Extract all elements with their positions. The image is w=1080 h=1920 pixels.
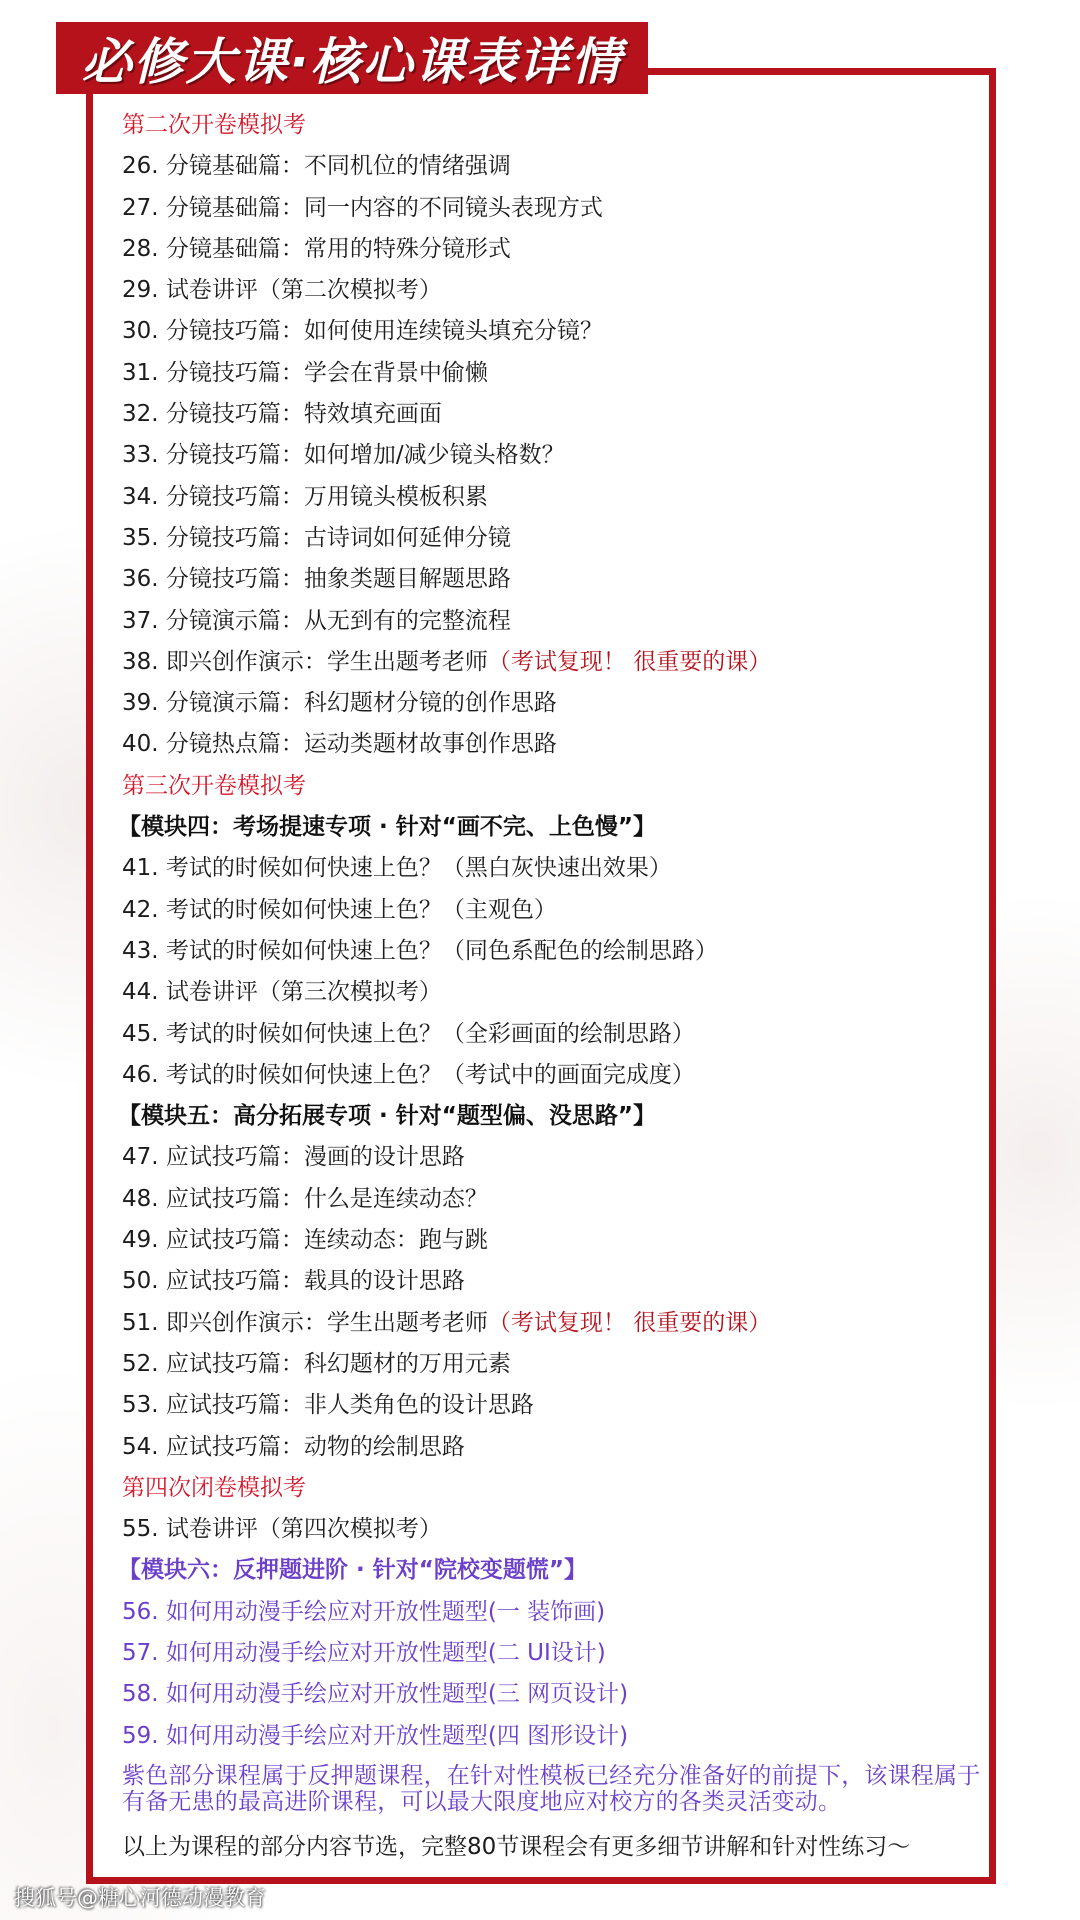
list-item-text: 36. 分镜技巧篇：抽象类题目解题思路 [122, 566, 511, 593]
summary-text: 以上为课程的部分内容节选，完整80节课程会有更多细节讲解和针对性练习～ [122, 1833, 911, 1860]
list-item-text: 35. 分镜技巧篇：古诗词如何延伸分镜 [122, 524, 511, 551]
list-item [122, 724, 982, 765]
module-heading-text: 【模块五：高分拓展专项 · 针对“题型偏、没思路”】 [118, 1103, 656, 1130]
list-item-text: 26. 分镜基础篇：不同机位的情绪强调 [122, 153, 511, 180]
list-item [122, 477, 982, 518]
list-item [122, 642, 982, 683]
list-item-text: 37. 分镜演示篇：从无到有的完整流程 [122, 607, 511, 634]
list-item [122, 146, 982, 187]
section-heading [122, 105, 982, 146]
list-item-text: 56. 如何用动漫手绘应对开放性题型(一 装饰画) [122, 1598, 606, 1625]
list-item-text: 50. 应试技巧篇：载具的设计思路 [122, 1268, 465, 1295]
watermark: 搜狐号@糖心河德动漫教育 [14, 1886, 266, 1910]
list-item-text: 32. 分镜技巧篇：特效填充画面 [122, 401, 442, 428]
list-item-text: 55. 试卷讲评（第四次模拟考） [122, 1516, 442, 1543]
list-item [122, 1220, 982, 1261]
list-item [122, 229, 982, 270]
list-item-text: 34. 分镜技巧篇：万用镜头模板积累 [122, 483, 488, 510]
list-item-text: 44. 试卷讲评（第三次模拟考） [122, 979, 442, 1006]
list-item [122, 1385, 982, 1426]
section-heading-text: 第三次开卷模拟考 [122, 772, 306, 799]
list-item-text: 43. 考试的时候如何快速上色？（同色系配色的绘制思路） [122, 937, 718, 964]
list-item [122, 188, 982, 229]
list-item [122, 683, 982, 724]
list-item [122, 1137, 982, 1178]
list-item [122, 1716, 982, 1757]
list-item-text: 52. 应试技巧篇：科幻题材的万用元素 [122, 1350, 511, 1377]
list-item-text: 59. 如何用动漫手绘应对开放性题型(四 图形设计) [122, 1722, 629, 1749]
module-heading [118, 1096, 982, 1137]
important-note: （考试复现！ 很重要的课） [487, 1309, 772, 1336]
list-item [122, 1509, 982, 1550]
section-heading [122, 1468, 982, 1509]
list-item [122, 1055, 982, 1096]
list-item-text: 40. 分镜热点篇：运动类题材故事创作思路 [122, 731, 557, 758]
list-item-text: 39. 分镜演示篇：科幻题材分镜的创作思路 [122, 690, 557, 717]
course-list [118, 105, 982, 1867]
list-item-text: 33. 分镜技巧篇：如何增加/减少镜头格数？ [122, 442, 565, 469]
list-item [122, 1261, 982, 1302]
list-item [122, 1014, 982, 1055]
list-item-text: 48. 应试技巧篇：什么是连续动态？ [122, 1185, 488, 1212]
list-item [122, 1592, 982, 1633]
list-item [122, 972, 982, 1013]
list-item [122, 311, 982, 352]
list-item-text: 46. 考试的时候如何快速上色？（考试中的画面完成度） [122, 1061, 695, 1088]
list-item-text: 49. 应试技巧篇：连续动态：跑与跳 [122, 1227, 488, 1254]
list-item [122, 890, 982, 931]
important-note: （考试复现！ 很重要的课） [487, 648, 772, 675]
module-heading-text: 【模块六：反押题进阶 · 针对“院校变题慌”】 [118, 1557, 587, 1584]
list-item [122, 848, 982, 889]
list-item-text: 51. 即兴创作演示：学生出题考老师 [122, 1309, 488, 1336]
list-item-text: 53. 应试技巧篇：非人类角色的设计思路 [122, 1392, 534, 1419]
list-item-text: 29. 试卷讲评（第二次模拟考） [122, 277, 442, 304]
list-item [122, 1303, 982, 1344]
list-item-text: 57. 如何用动漫手绘应对开放性题型(二 UI设计) [122, 1639, 606, 1666]
section-heading-text: 第二次开卷模拟考 [122, 112, 306, 138]
list-item [122, 270, 982, 311]
module-heading-text: 【模块四：考场提速专项 · 针对“画不完、上色慢”】 [118, 814, 656, 841]
title-banner [56, 22, 648, 94]
list-item [122, 1427, 982, 1468]
list-item-text: 58. 如何用动漫手绘应对开放性题型(三 网页设计) [122, 1681, 629, 1708]
list-item [122, 1674, 982, 1715]
list-item [122, 1344, 982, 1385]
list-item-text: 41. 考试的时候如何快速上色？（黑白灰快速出效果） [122, 855, 672, 882]
list-item [122, 1179, 982, 1220]
list-item [122, 353, 982, 394]
list-item-text: 45. 考试的时候如何快速上色？（全彩画面的绘制思路） [122, 1020, 695, 1047]
list-item-text: 47. 应试技巧篇：漫画的设计思路 [122, 1144, 465, 1171]
list-item-text: 28. 分镜基础篇：常用的特殊分镜形式 [122, 235, 511, 262]
list-item [122, 435, 982, 476]
list-item [122, 394, 982, 435]
list-item-text: 27. 分镜基础篇：同一内容的不同镜头表现方式 [122, 194, 603, 221]
list-item [122, 1633, 982, 1674]
purple-course-note: 紫色部分课程属于反押题课程，在针对性模板已经充分准备好的前提下，该课程属于有备无患的最高进阶课程，可以最大限度地应对校方的各类灵活变动。 [122, 1762, 981, 1815]
list-item-text: 31. 分镜技巧篇：学会在背景中偷懒 [122, 359, 488, 386]
list-item [122, 931, 982, 972]
module-heading [118, 1550, 982, 1591]
list-item [122, 601, 982, 642]
list-item-text: 42. 考试的时候如何快速上色？（主观色） [122, 896, 557, 923]
list-item [122, 518, 982, 559]
section-heading [122, 766, 982, 807]
section-heading-text: 第四次闭卷模拟考 [122, 1474, 306, 1501]
module-heading [118, 807, 982, 848]
page-title: 必修大课·核心课表详情 [81, 33, 623, 91]
list-item-text: 54. 应试技巧篇：动物的绘制思路 [122, 1433, 465, 1460]
list-item-text: 38. 即兴创作演示：学生出题考老师 [122, 648, 488, 675]
list-item-text: 30. 分镜技巧篇：如何使用连续镜头填充分镜？ [122, 318, 603, 345]
list-item [122, 559, 982, 600]
